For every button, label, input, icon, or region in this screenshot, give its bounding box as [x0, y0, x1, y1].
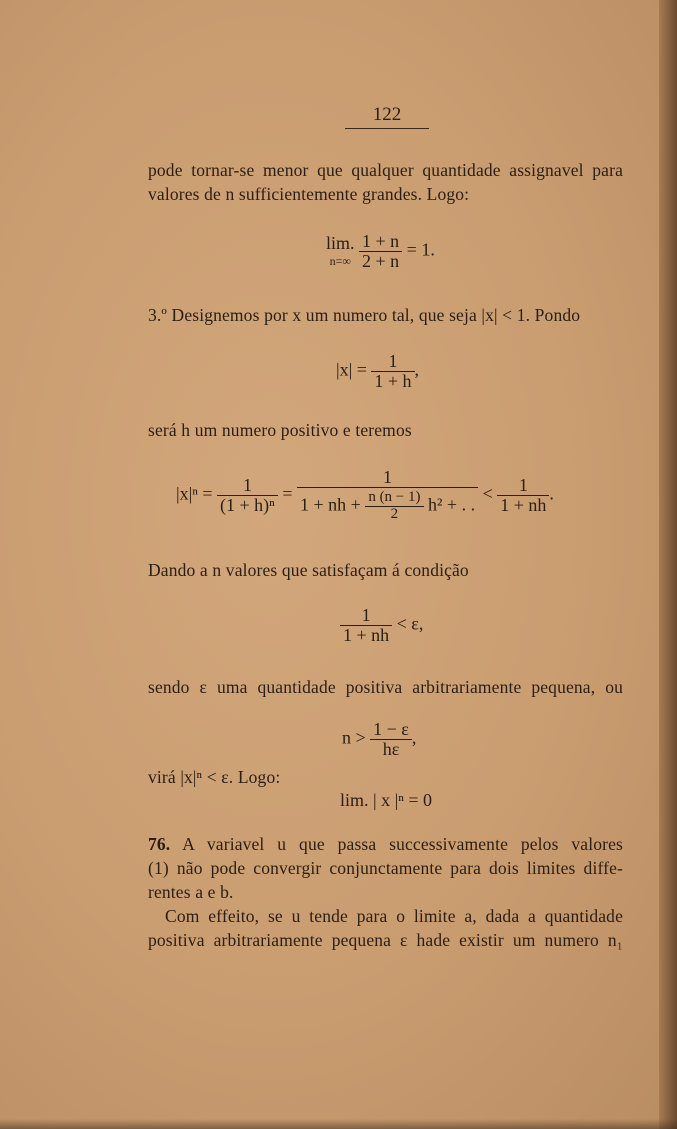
equation-limit-1	[326, 232, 435, 271]
less-than-sign: <	[482, 483, 493, 504]
fraction-1	[217, 476, 278, 515]
equation-rhs: < ε,	[396, 613, 424, 634]
text-line-1: pode tornar-se menor que qualquer quantidade assignavel para	[148, 160, 623, 180]
denominator: hε	[370, 739, 412, 759]
equation-limit-2: lim. | x |ⁿ = 0	[340, 790, 433, 810]
denominator: 1 + h	[371, 371, 414, 391]
equals-sign: =	[282, 483, 293, 504]
equation-lhs: n >	[342, 727, 366, 748]
numerator: 1	[518, 474, 528, 495]
equation-n-bound	[342, 720, 416, 759]
text-line-12: positiva arbitrariamente pequena ε hade existir um numero n₁	[148, 930, 623, 950]
lim-subscript: n=∞	[329, 254, 351, 269]
inner-fraction	[365, 490, 423, 523]
text-line-4: será h um numero positivo e teremos	[148, 420, 412, 440]
denominator: (1 + h)ⁿ	[217, 495, 278, 515]
denominator: 2 + n	[359, 251, 402, 271]
denominator: 1 + nh	[340, 625, 392, 645]
denominator: 1 + nh	[497, 495, 549, 515]
lim-label: lim.	[326, 233, 355, 254]
text-line-6: sendo ε uma quantidade positiva arbitrariamente pequena, ou	[148, 677, 623, 697]
text-line-7: virá |x|ⁿ < ε. Logo:	[148, 767, 281, 787]
section-text: A variavel u que passa successivamente pelos valores	[182, 834, 623, 854]
equation-x-def	[336, 352, 419, 391]
page-number: 122	[372, 104, 402, 125]
text-line-2: valores de n sufficientemente grandes. Logo:	[148, 184, 470, 204]
fraction	[370, 720, 412, 759]
equation-rhs: = 1.	[406, 239, 435, 260]
punctuation: .	[549, 483, 554, 504]
inner-denominator: 2	[365, 506, 423, 523]
fraction	[340, 606, 392, 645]
numerator: 1	[383, 467, 393, 487]
numerator: 1	[242, 474, 252, 495]
numerator: 1 + n	[362, 231, 400, 251]
text-line-9: (1) não pode convergir conjunctamente para dois limites diffe-	[148, 858, 623, 878]
text-line-10: rentes a e b.	[148, 882, 234, 902]
text-line-5: Dando a n valores que satisfaçam á condição	[148, 560, 469, 580]
numerator: 1	[361, 605, 371, 625]
punctuation: ,	[411, 727, 417, 748]
text-line-11: Com effeito, se u tende para o limite a, dada a quantidade	[165, 906, 623, 926]
equation-power-bound	[176, 468, 554, 522]
denominator-part-a: 1 + nh +	[300, 494, 361, 515]
fraction-3	[497, 476, 549, 515]
page-edge-shadow	[659, 0, 677, 1129]
denominator	[297, 487, 478, 523]
fraction-2	[297, 468, 478, 522]
text-line-3: 3.º Designemos por x um numero tal, que seja |x| < 1. Pondo	[148, 305, 581, 325]
equation-lhs: |x| =	[336, 359, 367, 380]
fraction	[359, 232, 402, 271]
page-bottom-shadow	[0, 1119, 677, 1129]
fraction	[371, 352, 414, 391]
punctuation: ,	[414, 359, 420, 380]
denominator-part-b: h² + . .	[428, 494, 476, 515]
equation-lhs: |x|ⁿ =	[176, 483, 213, 504]
header-rule	[345, 128, 429, 129]
numerator: 1	[388, 351, 398, 371]
equation-epsilon-condition	[340, 606, 423, 645]
text-line-8	[148, 834, 623, 855]
numerator: 1 − ε	[373, 719, 409, 739]
section-number: 76.	[148, 834, 171, 854]
inner-numerator: n (n − 1)	[368, 488, 421, 505]
